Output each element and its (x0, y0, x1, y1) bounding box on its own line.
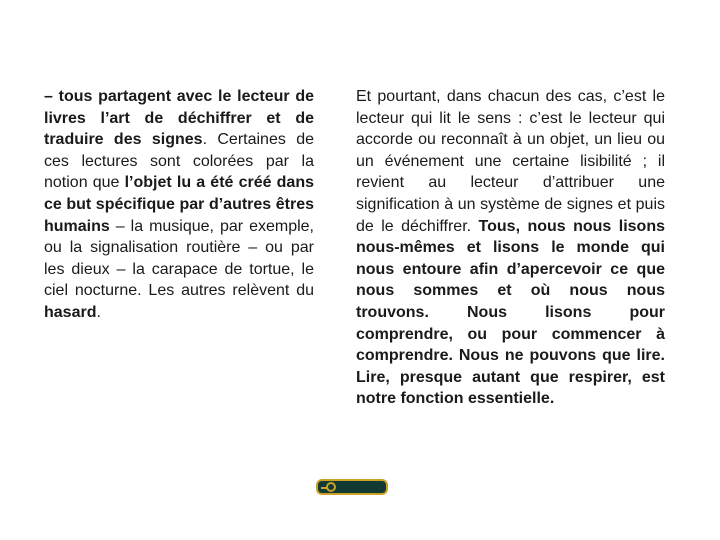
right-text-column (356, 86, 665, 410)
right-text-1: Et pourtant, dans chacun des cas, c’est le lecteur qui lit le sens : c’est le lecteur qui accorde ou reconnaît à un objet, un lieu ou un événement une certaine lisibilité ; il revient au lecteur d’attribuer une signification à un système de signes et puis de le déchiffrer. (356, 88, 665, 235)
progress-knob-icon[interactable] (326, 482, 336, 492)
left-bold-opening: – tous partagent avec le lecteur de livres l’art de déchiffrer et de traduire des signes (44, 88, 314, 149)
left-bold-created-object: l’objet lu a été créé dans ce but spécifique par d’autres êtres humains (44, 174, 315, 235)
left-text-1: . Certaines de ces lectures sont colorées par la notion que (44, 131, 315, 192)
slide-progress-icon[interactable] (316, 479, 388, 495)
right-bold-conclusion: Tous, nous nous lisons nous-mêmes et lisons le monde qui nous entoure afin d’apercevoir ce que nous sommes et où nous nous trouvons. Nous lisons pour comprendre, ou pour commencer à comprendre. Nous ne pouvons que lire. Lire, presque autant que respirer, est notre fonction essentielle. (356, 217, 665, 408)
left-text-column (44, 86, 314, 324)
left-text-end: . (96, 303, 101, 321)
left-text-2: – la musique, par exemple, ou la signalisation routière – ou par les dieux – la carapace de tortue, le ciel nocturne. Les autres relèvent du (44, 217, 314, 300)
left-bold-hasard: hasard (44, 303, 97, 321)
